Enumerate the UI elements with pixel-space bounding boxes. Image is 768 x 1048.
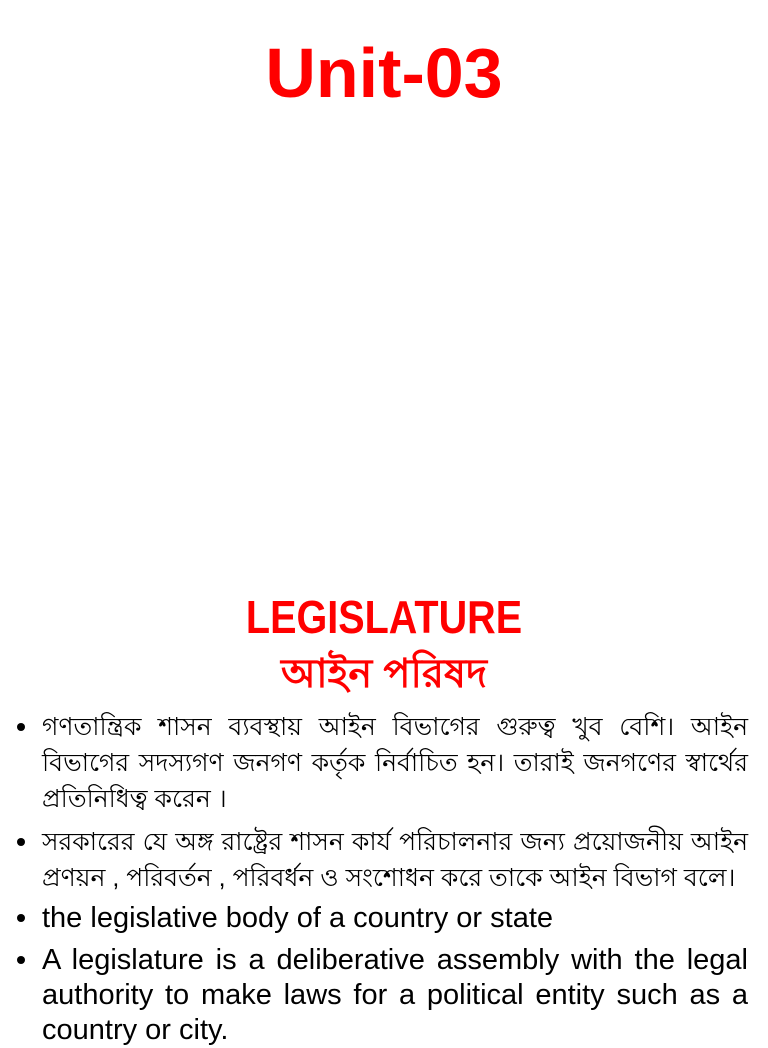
unit-title: Unit-03 — [265, 34, 503, 112]
bullet-item — [0, 900, 768, 936]
bullet-item — [0, 943, 768, 1046]
bullet-text: গণতান্ত্রিক শাসন ব্যবস্থায় আইন বিভাগের গুরুত্ব খুব বেশি। আইন বিভাগের সদস্যগণ জনগণ কর্তৃক নির্বাচিত হন। তারাই জনগণের স্বার্থের প্রতিনিধিত্ব করেন । — [42, 713, 748, 813]
bullet-dot-icon — [17, 956, 25, 964]
bullet-item — [0, 824, 768, 896]
bullet-dot-icon — [17, 838, 25, 846]
bullet-text: the legislative body of a country or state — [42, 902, 554, 934]
bullet-item — [0, 709, 768, 817]
legislature-heading: LEGISLATURE — [245, 591, 523, 643]
bullet-dot-icon — [17, 914, 25, 922]
legislature-heading-bengali: আইন পরিষদ — [280, 652, 488, 696]
bullet-text: সরকারের যে অঙ্গ রাষ্ট্রের শাসন কার্য পরিচালনার জন্য প্রয়োজনীয় আইন প্রণয়ন , পরিবর্তন , পরিবর্ধন ও সংশোধন করে তাকে আইন বিভাগ বলে। — [42, 828, 748, 892]
bullet-text: A legislature is a deliberative assembly with the legal authority to make laws for a political entity such as a country or city. — [42, 944, 748, 1046]
bullet-dot-icon — [17, 723, 25, 731]
